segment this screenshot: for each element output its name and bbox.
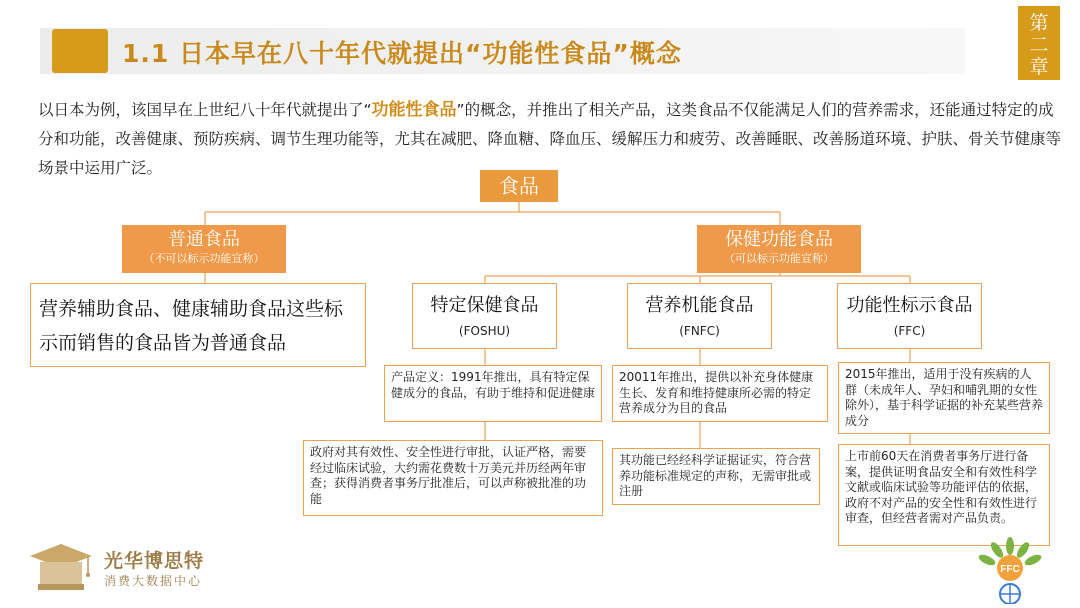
fnfc-regulation: 其功能已经经科学证据证实，符合营养功能标准规定的声称，无需审批或注册 bbox=[612, 448, 820, 505]
category-general-note: （不可以标示功能宣称） bbox=[143, 252, 265, 265]
svg-text:FFC: FFC bbox=[1000, 564, 1020, 575]
chapter-char-3: 章 bbox=[1029, 56, 1049, 78]
type-foshu bbox=[412, 283, 557, 349]
type-ffc-code: (FFC) bbox=[893, 324, 926, 338]
category-health-note: （可以标示功能宣称） bbox=[724, 252, 834, 265]
brand-name: 光华博思特 bbox=[104, 550, 205, 572]
intro-after: ”的概念，并推出了相关产品，这类食品不仅能满足人们的营养需求，还能通过特定的成分和功能，改善健康、预防疾病、调节生理功能等，尤其在减肥、降血糖、降血压、缓解压力和疲劳、改善睡眠、改善肠道环境、护肤、骨关节健康等场景中运用广泛。 bbox=[38, 101, 1062, 177]
type-fnfc-code: (FNFC) bbox=[679, 324, 720, 338]
foshu-regulation: 政府对其有效性、安全性进行审批，认证严格，需要经过临床试验，大约需花费数十万美元并历经两年审查；获得消费者事务厅批准后，可以声称被批准的功能 bbox=[303, 440, 603, 516]
type-fnfc bbox=[627, 283, 772, 349]
category-health-label: 保健功能食品 bbox=[725, 229, 833, 250]
chapter-char-1: 第 bbox=[1029, 12, 1049, 34]
root-node-food: 食品 bbox=[480, 170, 558, 202]
type-foshu-code: (FOSHU) bbox=[458, 324, 511, 338]
intro-before: 以日本为例，该国早在上世纪八十年代就提出了“ bbox=[38, 101, 372, 119]
type-fnfc-name: 营养机能食品 bbox=[645, 295, 754, 316]
intro-highlight: 功能性食品 bbox=[371, 100, 457, 120]
type-ffc-name: 功能性标示食品 bbox=[846, 295, 973, 316]
general-food-description: 营养辅助食品、健康辅助食品这些标示而销售的食品皆为普通食品 bbox=[30, 283, 366, 367]
chapter-char-2: 二 bbox=[1029, 34, 1049, 56]
category-general-label: 普通食品 bbox=[168, 229, 240, 250]
ffc-logo-icon bbox=[975, 536, 1045, 604]
type-foshu-name: 特定保健食品 bbox=[430, 295, 539, 316]
fnfc-definition: 20011年推出，提供以补充身体健康生长、发育和维持健康所必需的特定营养成分为目的食品 bbox=[612, 365, 828, 422]
foshu-definition: 产品定义：1991年推出，具有特定保健成分的食品，有助于维持和促进健康 bbox=[384, 365, 602, 422]
ffc-definition: 2015年推出，适用于没有疾病的人群（未成年人、孕妇和哺乳期的女性除外），基于科学证据的补充某些营养成分 bbox=[838, 362, 1050, 434]
category-general-food bbox=[122, 225, 286, 273]
category-health-food bbox=[697, 225, 861, 273]
page-title: 1.1 日本早在八十年代就提出“功能性食品”概念 bbox=[122, 39, 682, 68]
type-ffc bbox=[837, 283, 982, 349]
brand-logo-icon bbox=[28, 540, 94, 596]
brand-subtitle: 消费大数据中心 bbox=[104, 574, 203, 588]
ffc-regulation: 上市前60天在消费者事务厅进行备案，提供证明食品安全和有效性科学文献或临床试验等功能评估的依据，政府不对产品的安全性和有效性进行审查，但经营者需对产品负责。 bbox=[838, 444, 1050, 546]
